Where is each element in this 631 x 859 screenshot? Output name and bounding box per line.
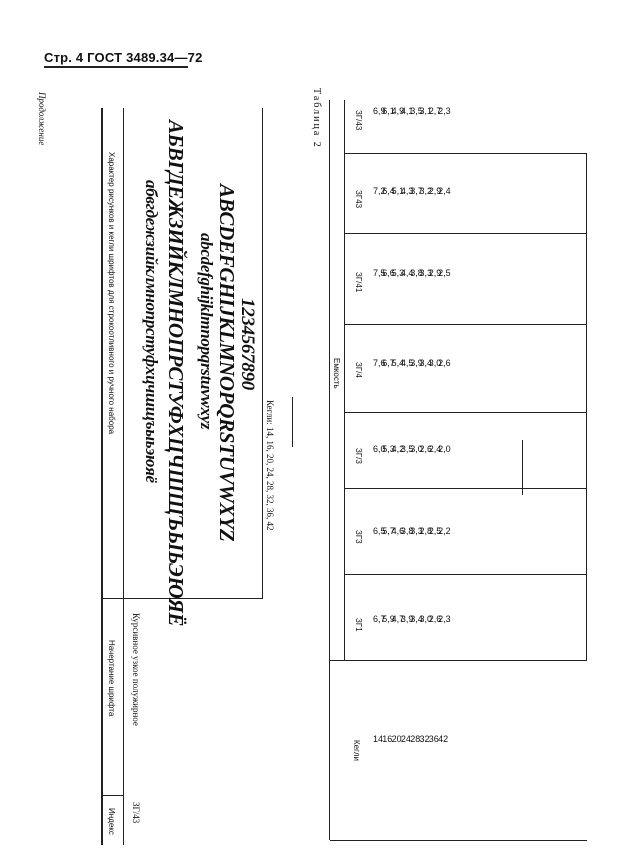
table-cell: 4,5 [400, 358, 414, 368]
table-cell: 3,0 [428, 358, 442, 368]
table-cell: 3,7 [410, 186, 423, 196]
kegli-value: 42 [438, 734, 449, 744]
sizes-note: Кегли: 14, 16, 20, 24, 28, 32, 36, 42 [265, 400, 275, 531]
table-cell: 2,4 [428, 444, 442, 454]
table1-bottom-rule [262, 108, 263, 598]
table-cell: 6,7 [382, 358, 395, 368]
specimen-lowercase-latin: abcdefghijklmnopqrstuvwxyz [197, 233, 216, 430]
table-cell: 6,5 [373, 526, 386, 536]
table1-header-divider [123, 108, 124, 845]
table-cell: 7,6 [373, 358, 386, 368]
table-cell: 5,1 [391, 186, 405, 196]
specimen-uppercase-latin: ABCDEFGHIJKLMNOPQRSTUVWXYZ [215, 184, 239, 542]
table-cell: 3,3 [410, 526, 423, 536]
table-cell: 6,9 [373, 106, 386, 116]
table-cell: 2,5 [438, 268, 451, 278]
table-cell: 4,1 [400, 106, 414, 116]
table-cell: 6,0 [373, 444, 386, 454]
table-cell: 3,0 [410, 444, 423, 454]
table-cell: 4,6 [391, 526, 405, 536]
specimen-digits: 1234567890 [237, 298, 258, 391]
table-cell: 2,9 [428, 268, 442, 278]
table2-kegli-divider [330, 660, 587, 661]
table-cell: 4,9 [391, 106, 405, 116]
table-cell: 2,2 [438, 526, 451, 536]
kegli-value: 20 [391, 734, 402, 744]
table-cell: 4,2 [391, 444, 405, 454]
header-index: Индекс [107, 808, 116, 835]
kegli-value: 16 [382, 734, 393, 744]
specimen-lowercase-cyrillic: абвгдежзийклмнопрстуфхцчшщъыьэюяё [142, 180, 161, 483]
table-cell: 4,4 [400, 268, 414, 278]
table2-col-div-2 [345, 488, 587, 489]
table-cell: 2,6 [428, 614, 442, 624]
row-index: ЗГ/43 [131, 802, 141, 824]
table-cell: 2,3 [438, 106, 451, 116]
table-cell: 2,6 [438, 358, 451, 368]
header-style: Начертание шрифта [107, 640, 116, 717]
col-header-3: ЗГ/3 [354, 448, 363, 464]
table-cell: 7,2 [373, 186, 386, 196]
table-cell: 5,9 [382, 614, 395, 624]
table-cell: 2,9 [428, 186, 442, 196]
table-cell: 5,4 [391, 358, 405, 368]
col-header-7: ЗГ/43 [354, 110, 363, 131]
table-cell: 2,0 [438, 444, 451, 454]
table2-col-div-5 [345, 233, 587, 234]
table-cell: 3,2 [419, 186, 433, 196]
table2-col-header-bottom [345, 153, 587, 154]
table-cell: 4,3 [400, 186, 414, 196]
header-kegli: Кегли [352, 740, 361, 761]
table-cell: 3,9 [410, 358, 423, 368]
table-cell: 3,4 [410, 614, 423, 624]
table-cell: 2,8 [419, 526, 433, 536]
col-header-1: ЗГ1 [354, 618, 363, 632]
table-cell: 3,5 [400, 444, 414, 454]
table-cell: 2,3 [438, 614, 451, 624]
table2-col-div-1 [345, 574, 587, 575]
table-cell: 2,4 [438, 186, 451, 196]
col-header-5: ЗГ/41 [354, 272, 363, 293]
header-character: Характер рисунков и кегли шрифтов для строкоотливного и ручного набора [107, 152, 116, 435]
table-cell: 6,6 [382, 268, 395, 278]
page-header: Стр. 4 ГОСТ 3489.34—72 [44, 50, 203, 65]
table-cell: 3,8 [410, 268, 423, 278]
kegli-value: 24 [400, 734, 411, 744]
table-cell: 3,1 [419, 106, 433, 116]
table-cell: 3,9 [400, 614, 414, 624]
table-cell: 7,5 [373, 268, 386, 278]
col-header-4: ЗГ/4 [354, 362, 363, 378]
kegli-value: 14 [373, 734, 384, 744]
center-mark-1 [292, 397, 293, 447]
center-mark-2 [522, 440, 523, 495]
table2-columns-top-rule [344, 100, 345, 660]
table-cell: 3,5 [410, 106, 423, 116]
table2-col-div-4 [345, 324, 587, 325]
kegli-value: 32 [419, 734, 430, 744]
table-cell: 3,3 [419, 268, 433, 278]
table-cell: 2,6 [419, 444, 433, 454]
table-cell: 3,0 [419, 614, 433, 624]
table-cell: 2,7 [428, 106, 442, 116]
table-cell: 4,7 [391, 614, 405, 624]
header-group-capacity: Емкость [332, 358, 341, 389]
table-cell: 6,1 [382, 106, 395, 116]
table-cell: 2,5 [428, 526, 442, 536]
row-style: Курсивное узкое полужирное [131, 613, 141, 726]
table2-left-edge [330, 840, 587, 841]
specimen-uppercase-cyrillic: АБВГДЕЖЗИЙКЛМНОПРСТУФХЦЧШЩЪЫЬЭЮЯЁ [164, 120, 188, 627]
table2-top-rule [329, 100, 330, 840]
table2-bottom-band [586, 153, 587, 660]
col-header-6: ЗГ43 [354, 190, 363, 209]
col-header-2: ЗГ3 [354, 530, 363, 544]
continuation-label: Продолжение [37, 92, 47, 146]
table-cell: 3,8 [400, 526, 414, 536]
table2-col-div-3 [345, 412, 587, 413]
table-cell: 6,4 [382, 186, 395, 196]
table-cell: 5,7 [382, 526, 395, 536]
table-cell: 6,7 [373, 614, 386, 624]
table1-col-divider-1 [102, 795, 124, 796]
table-cell: 3,4 [419, 358, 433, 368]
table-cell: 5,3 [391, 268, 405, 278]
kegli-value: 36 [428, 734, 439, 744]
table-cell: 5,3 [382, 444, 395, 454]
kegli-value: 28 [410, 734, 421, 744]
table2-title: Таблица 2 [311, 88, 322, 149]
